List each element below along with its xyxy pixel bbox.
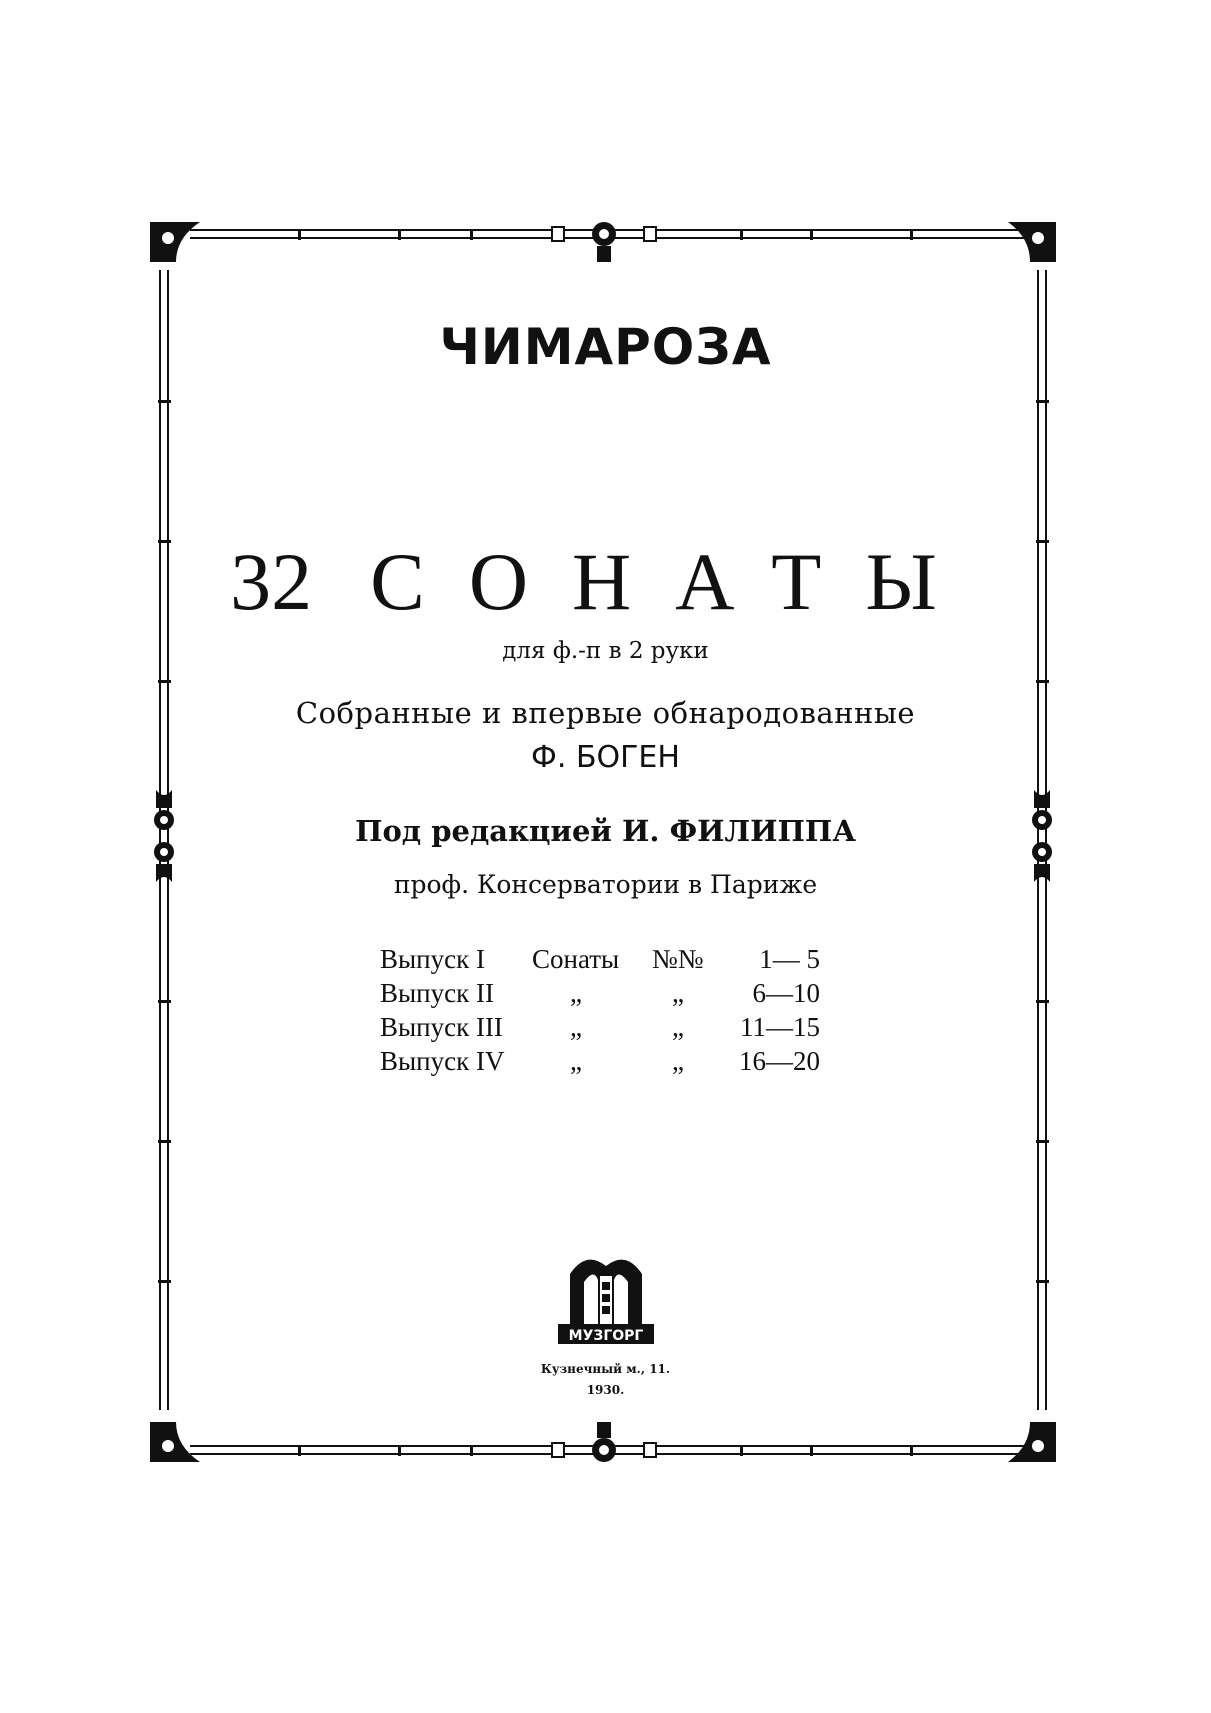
collected-note: Собранные и впервые обнародованные xyxy=(295,696,916,730)
corner-ornament-top-right xyxy=(1008,222,1056,262)
issue-row xyxy=(380,1012,820,1046)
editor-role: проф. Консерватории в Париже xyxy=(393,870,818,899)
top-center-ornament xyxy=(552,222,656,262)
issue-word: Сонаты xyxy=(532,944,620,974)
corner-ornament-bottom-right xyxy=(1008,1422,1056,1462)
publisher-logo xyxy=(556,1246,656,1358)
work-title-word: СОНАТЫ xyxy=(370,536,981,627)
issue-volume: Выпуск II xyxy=(380,978,494,1008)
issue-volume: Выпуск IV xyxy=(380,1046,505,1076)
issue-range: 1— 5 xyxy=(759,944,820,974)
publisher-address: Кузнечный м., 11. xyxy=(540,1362,671,1376)
issue-numbers-mark: „ xyxy=(672,978,684,1008)
work-title-number: 32 xyxy=(230,536,313,627)
issues-list xyxy=(380,944,820,1080)
issue-range: 11—15 xyxy=(740,1012,820,1042)
issue-row xyxy=(380,978,820,1012)
composer-name: ЧИМАРОЗА xyxy=(439,318,772,376)
issue-word: „ xyxy=(570,978,582,1008)
issue-word: „ xyxy=(570,1046,582,1076)
issue-numbers-mark: „ xyxy=(672,1012,684,1042)
publisher-logo-text: МУЗГОРГ xyxy=(568,1328,644,1344)
corner-ornament-bottom-left xyxy=(150,1422,200,1462)
work-title xyxy=(0,535,1211,629)
bottom-center-ornament xyxy=(552,1422,656,1462)
issue-numbers-mark: „ xyxy=(672,1046,684,1076)
issue-numbers-mark: №№ xyxy=(652,944,704,974)
issue-volume: Выпуск I xyxy=(380,944,485,974)
issue-word: „ xyxy=(570,1012,582,1042)
instrumentation: для ф.-п в 2 руки xyxy=(502,638,709,664)
issue-row xyxy=(380,944,820,978)
corner-ornament-top-left xyxy=(150,222,200,262)
publication-year: 1930. xyxy=(586,1383,625,1397)
editor-line: Под редакцией И. ФИЛИППА xyxy=(355,814,856,848)
collector-name: Ф. БОГЕН xyxy=(531,740,680,775)
issue-range: 6—10 xyxy=(752,978,820,1008)
issue-volume: Выпуск III xyxy=(380,1012,503,1042)
issue-row xyxy=(380,1046,820,1080)
issue-range: 16—20 xyxy=(739,1046,820,1076)
